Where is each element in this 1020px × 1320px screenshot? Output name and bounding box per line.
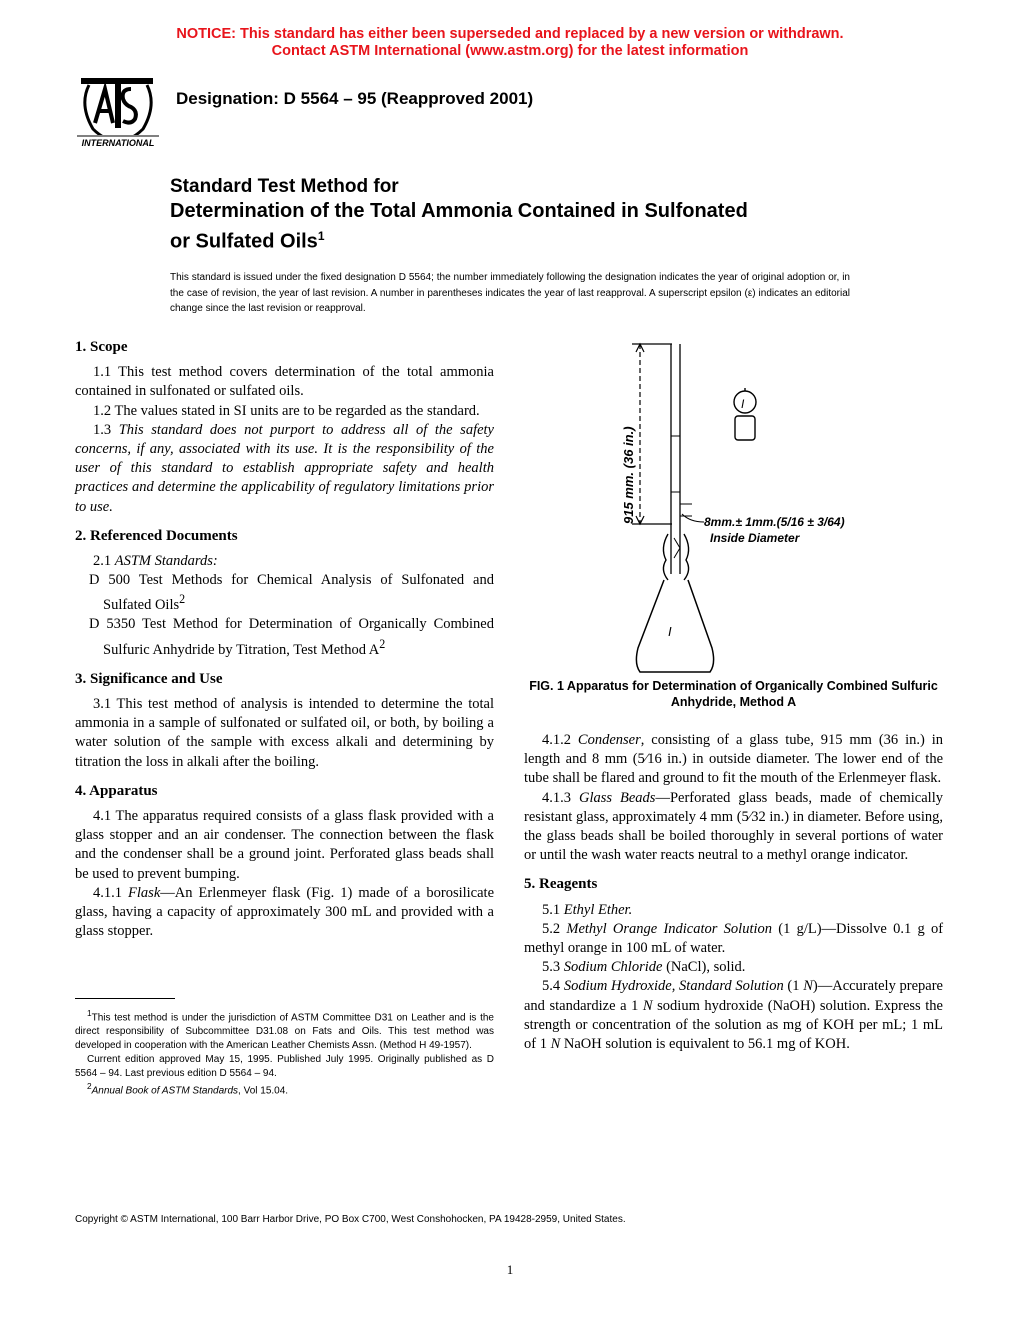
reference-d500-mark: 2 bbox=[179, 592, 186, 607]
para-4-1-1 bbox=[75, 884, 494, 942]
para-4-1-3-term: Glass Beads bbox=[578, 789, 656, 806]
para-4-1-2-text: , consisting of a glass tube, 915 mm (36 in.) in length and 8 mm (5⁄16 in.) in outside diameter. The lower end of the tube shall be flared and ground to fit the mouth of the Erlenmeyer flask. bbox=[524, 732, 943, 787]
section-heading-apparatus: 4. Apparatus bbox=[75, 782, 158, 799]
page-number: 1 bbox=[506, 1262, 514, 1277]
para-5-4-normal-1: N bbox=[803, 978, 813, 995]
para-5-2-num: 5.2 bbox=[542, 920, 561, 937]
para-5-2-term: Methyl Orange Indicator Solution bbox=[566, 920, 773, 937]
left-column bbox=[75, 338, 494, 941]
para-5-3-text: (NaCl), solid. bbox=[662, 959, 746, 976]
para-5-4-normal-3: N bbox=[550, 1036, 561, 1053]
para-4-1-2-term: Condenser bbox=[577, 732, 641, 748]
para-1-3-num: 1.3 bbox=[93, 421, 112, 438]
footnote-2-mark: 2 bbox=[87, 1081, 92, 1092]
footnote-2-rest: , Vol 15.04. bbox=[238, 1085, 289, 1097]
section-heading-scope: 1. Scope bbox=[75, 339, 128, 355]
diameter-label: 8mm.± 1mm.(5/16 ± 3/64) bbox=[704, 515, 845, 529]
para-4-1-3-text: —Perforated glass beads, made of chemically resistant glass, approximately 4 mm (5⁄32 in.) in diameter. Before using, the glass beads shall be boiled thoroughly in several portions of water or until the wash water reacts neutral to a methyl orange indicator. bbox=[524, 789, 943, 864]
para-5-3-term: Sodium Chloride bbox=[563, 959, 663, 976]
footnote-rule bbox=[75, 998, 175, 999]
inside-diameter-label: Inside Diameter bbox=[710, 531, 800, 545]
para-5-4-text-c: sodium hydroxide (NaOH) solution. Express the strength or concentration of the solution as mg of KOH per mL; 1 mL of 1 bbox=[524, 997, 943, 1053]
length-label: 915 mm. (36 in.) bbox=[621, 426, 636, 524]
para-5-4-text-d: NaOH solution is equivalent to 56.1 mg of KOH. bbox=[560, 1036, 850, 1053]
issuance-statement: This standard is issued under the fixed designation D 5564; the number immediately following the designation indicates the year of original adoption or, in the case of revision, the year of last revision. A number in parentheses indicates the year of last reapproval. A superscript epsilon (ε) indicates an editorial change since the last revision or reapproval. bbox=[170, 272, 850, 314]
para-5-2 bbox=[524, 920, 943, 958]
para-4-1-3-num: 4.1.3 bbox=[542, 789, 571, 806]
para-5-2-text: (1 g/L)—Dissolve 0.1 g of methyl orange in 100 mL of water. bbox=[524, 920, 944, 957]
para-5-4-num: 5.4 bbox=[542, 978, 561, 995]
footnote-2 bbox=[75, 1080, 494, 1098]
ground-joint bbox=[663, 534, 668, 580]
figure-apparatus bbox=[600, 338, 860, 678]
designation: Designation: D 5564 – 95 (Reapproved 2001) bbox=[176, 89, 534, 108]
astm-logo-icon bbox=[75, 75, 161, 153]
para-5-3 bbox=[524, 958, 943, 977]
para-5-1-term: Ethyl Ether. bbox=[563, 901, 633, 918]
stopper-mark: I bbox=[741, 397, 745, 411]
para-4-1-3 bbox=[524, 789, 943, 866]
para-1-3-text: This standard does not purport to address all of the safety concerns, if any, associated with its use. It is the responsibility of the user of this standard to establish appropriate safety and health practices and determine the applicability of regulatory limitations prior to use. bbox=[75, 421, 494, 515]
copyright: Copyright © ASTM International, 100 Barr Harbor Drive, PO Box C700, West Conshohocken, PA 19428-2959, United States. bbox=[75, 1214, 626, 1225]
reference-d500 bbox=[75, 571, 494, 615]
para-5-1 bbox=[524, 901, 943, 920]
para-5-1-num: 5.1 bbox=[542, 901, 561, 918]
para-4-1-1-term: Flask bbox=[128, 884, 161, 901]
section-heading-refdocs: 2. Referenced Documents bbox=[75, 527, 238, 544]
figure-caption: FIG. 1 Apparatus for Determination of Organically Combined Sulfuric Anhydride, Method A bbox=[529, 679, 938, 709]
glass-stopper-icon bbox=[734, 391, 756, 413]
footnote-2-title: Annual Book of ASTM Standards bbox=[91, 1085, 239, 1097]
para-5-4-text-b: )—Accurately prepare and standardize a 1 bbox=[524, 978, 943, 1014]
para-5-3-num: 5.3 bbox=[542, 959, 561, 976]
para-4-1-1-num: 4.1.1 bbox=[93, 884, 122, 901]
title-footnote-mark: 1 bbox=[317, 229, 325, 243]
para-2-1 bbox=[75, 552, 494, 571]
footnote-1-text: This test method is under the jurisdiction of ASTM Committee D31 on Leather and is the direct responsibility of Subcommittee D31.08 on Fats and Oils. This test method was developed in cooperation with the American Leather Chemists Assn. (Method H 49-1957). bbox=[75, 1012, 494, 1051]
para-2-1-num: 2.1 bbox=[93, 553, 112, 570]
section-heading-significance: 3. Significance and Use bbox=[75, 670, 223, 687]
para-5-4 bbox=[524, 977, 943, 1054]
reference-d5350-text: D 5350 Test Method for Determination of Organically Combined Sulfuric Anhydride by Titration, Test Method A bbox=[89, 616, 494, 658]
para-4-1-2-num: 4.1.2 bbox=[542, 732, 571, 748]
figure-drawing bbox=[600, 338, 860, 678]
reference-d5350-mark: 2 bbox=[379, 636, 386, 651]
title-line-1: Standard Test Method for bbox=[170, 176, 399, 197]
notice-line-1: NOTICE: This standard has either been superseded and replaced by a new version or withdrawn. bbox=[176, 26, 844, 42]
para-5-4-term: Sodium Hydroxide, Standard Solution bbox=[563, 978, 784, 995]
para-1-2: 1.2 The values stated in SI units are to be regarded as the standard. bbox=[93, 402, 480, 419]
para-1-1: 1.1 This test method covers determination of the total ammonia contained in sulfonated or sulfated oils. bbox=[75, 364, 494, 400]
para-4-1-1-text: —An Erlenmeyer flask (Fig. 1) made of a borosilicate glass, having a capacity of approximately 300 mL and provided with a glass stopper. bbox=[75, 884, 495, 940]
footnote-1b: Current edition approved May 15, 1995. Published July 1995. Originally published as D 5564 – 94. Last previous edition D 5564 – 94. bbox=[75, 1053, 494, 1079]
logo-subtext: INTERNATIONAL bbox=[81, 138, 155, 148]
para-4-1-2 bbox=[524, 731, 943, 789]
right-column bbox=[524, 731, 943, 1054]
para-3-1: 3.1 This test method of analysis is intended to determine the total ammonia in a sample of sulfonated or sulfated oil, or both, by boiling a water solution of the sample with excess alkali and determining by titration the loss in alkali after the boiling. bbox=[75, 695, 494, 770]
para-2-1-label: ASTM Standards: bbox=[114, 553, 218, 570]
footnote-1-mark: 1 bbox=[87, 1008, 92, 1018]
reference-d5350 bbox=[75, 615, 494, 659]
title-main bbox=[170, 199, 770, 255]
footnotes bbox=[75, 1007, 494, 1098]
para-1-3 bbox=[75, 421, 494, 517]
erlenmeyer-flask bbox=[636, 580, 713, 672]
notice-line-2: Contact ASTM International (www.astm.org) for the latest information bbox=[271, 43, 749, 59]
document-title bbox=[170, 175, 770, 255]
section-heading-reagents: 5. Reagents bbox=[524, 876, 598, 893]
withdrawn-notice bbox=[0, 26, 1020, 60]
para-5-4-text-a: (1 bbox=[783, 978, 804, 995]
reference-d500-text: D 500 Test Methods for Chemical Analysis of Sulfonated and Sulfated Oils bbox=[89, 572, 494, 614]
footnote-1 bbox=[75, 1007, 494, 1053]
flask-mark: I bbox=[668, 624, 672, 639]
para-5-4-normal-2: N bbox=[642, 997, 653, 1014]
title-main-text: Determination of the Total Ammonia Contained in Sulfonated or Sulfated Oils bbox=[170, 200, 748, 253]
para-4-1: 4.1 The apparatus required consists of a glass flask provided with a glass stopper and an air condenser. The connection between the flask and the condenser shall be a ground joint. Perforated glass beads shall be used to prevent bumping. bbox=[75, 807, 494, 882]
